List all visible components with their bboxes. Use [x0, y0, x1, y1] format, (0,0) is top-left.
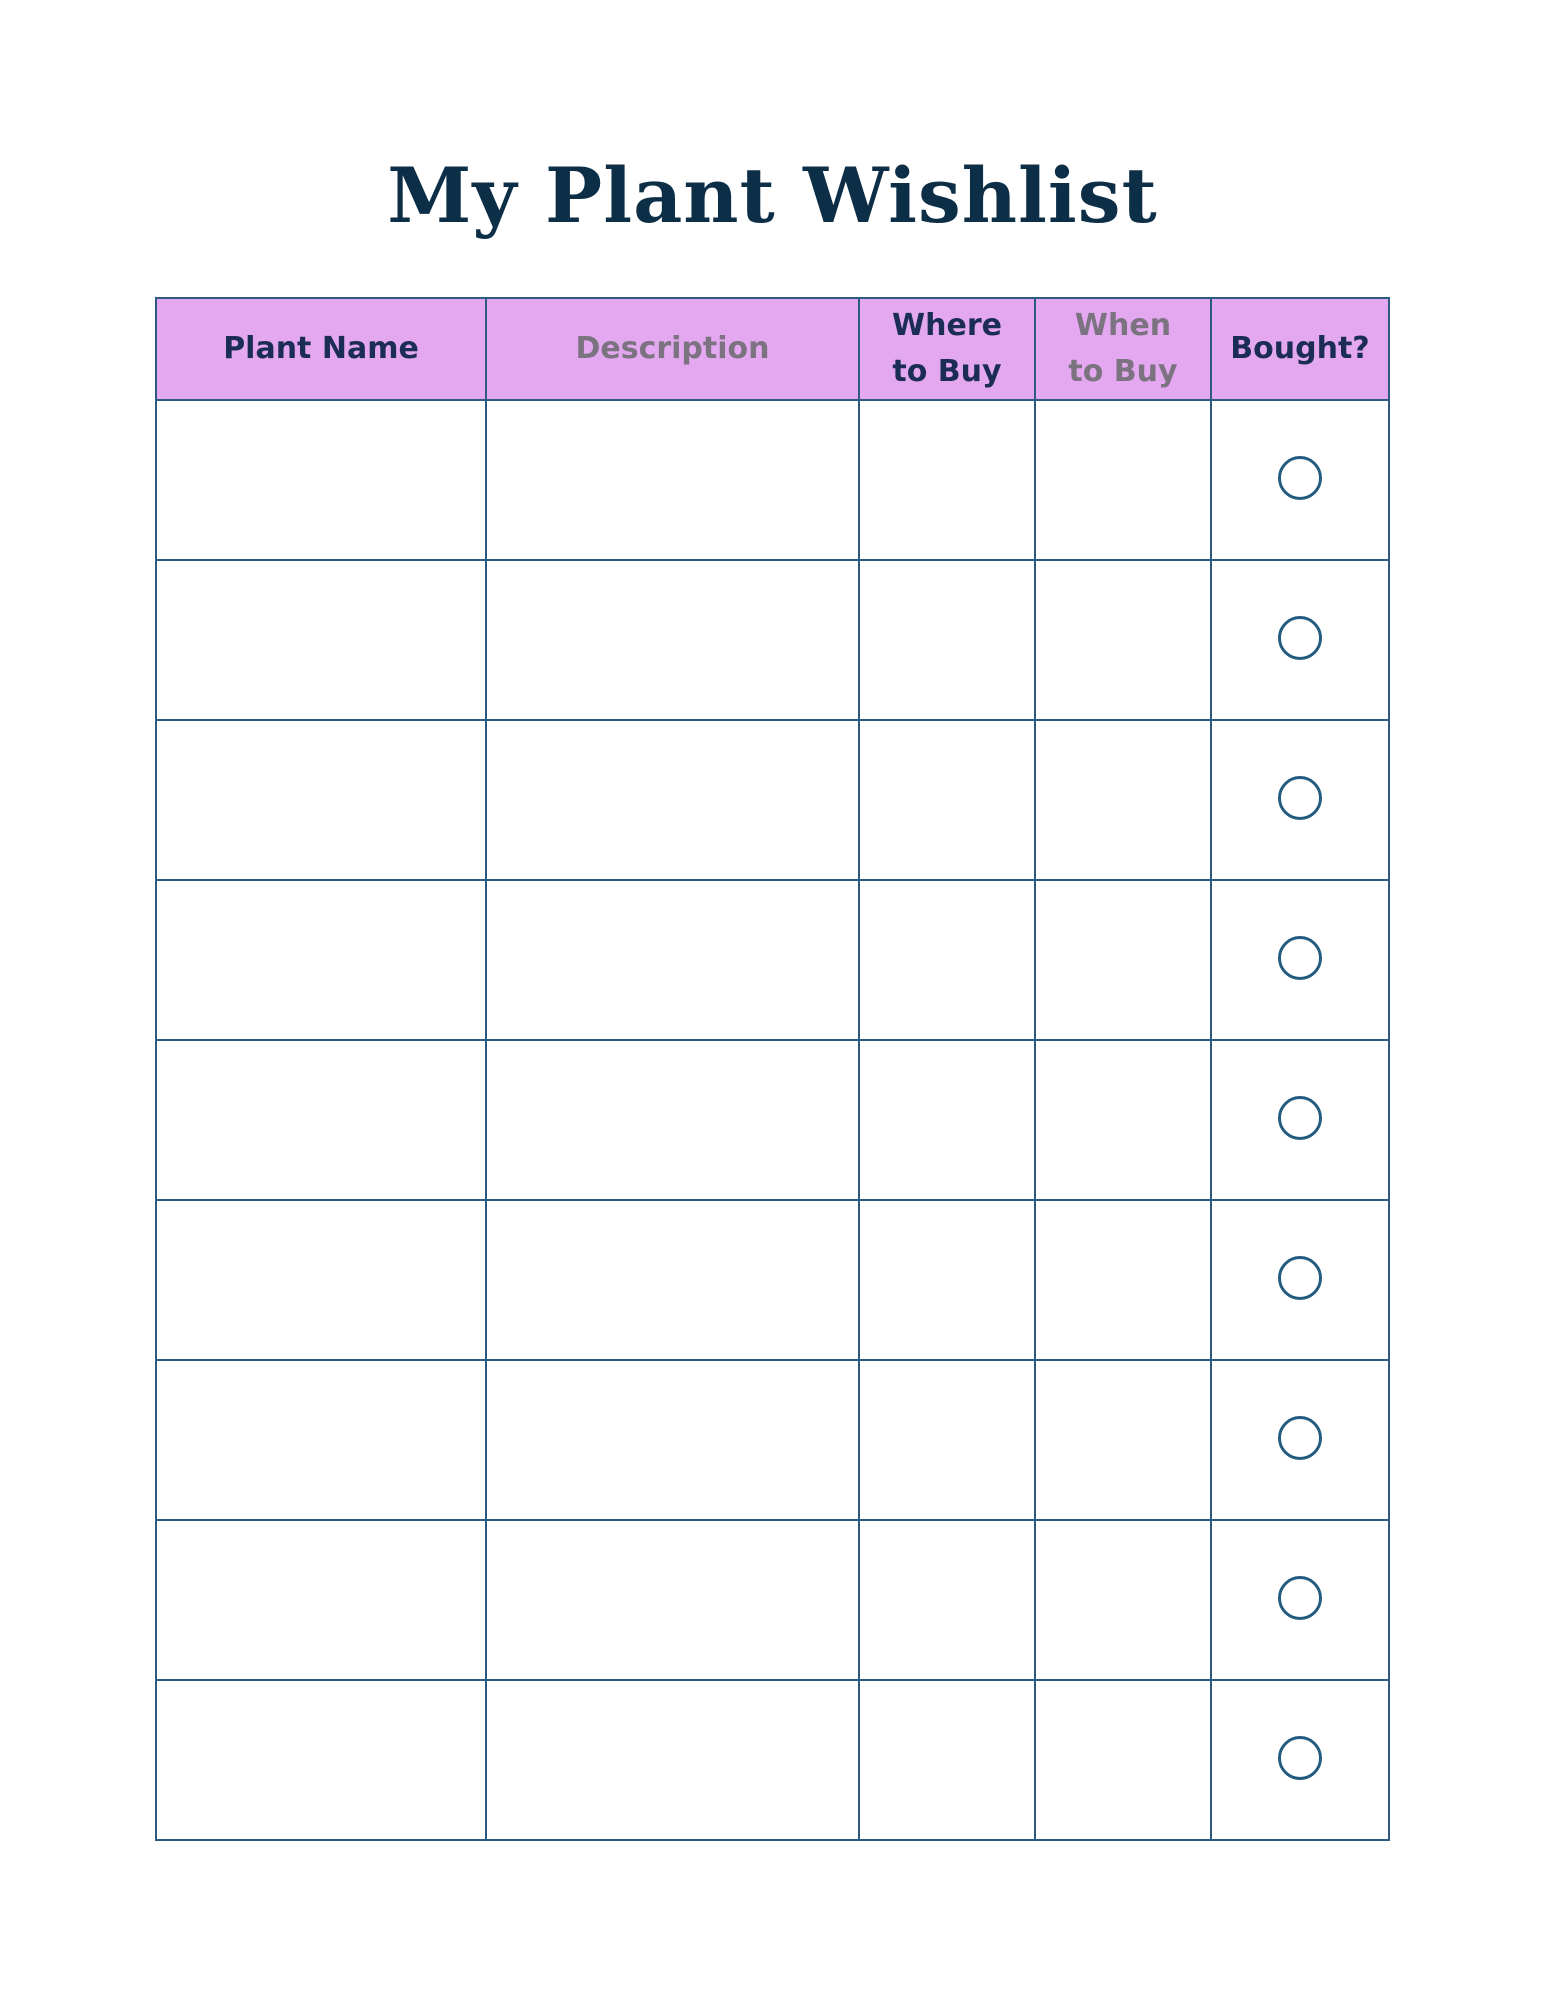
- table-row: [156, 1040, 1389, 1200]
- cell-where-to-buy[interactable]: [859, 720, 1035, 880]
- cell-where-to-buy[interactable]: [859, 1040, 1035, 1200]
- cell-description[interactable]: [486, 1040, 859, 1200]
- cell-plant-name[interactable]: [156, 1360, 486, 1520]
- cell-plant-name[interactable]: [156, 1680, 486, 1840]
- cell-bought: [1211, 1680, 1389, 1840]
- circle-checkbox-icon[interactable]: [1278, 936, 1322, 980]
- cell-where-to-buy[interactable]: [859, 560, 1035, 720]
- cell-plant-name[interactable]: [156, 1040, 486, 1200]
- cell-when-to-buy[interactable]: [1035, 720, 1211, 880]
- plant-wishlist-table: [155, 297, 1390, 1841]
- circle-checkbox-icon[interactable]: [1278, 1576, 1322, 1620]
- cell-bought: [1211, 720, 1389, 880]
- cell-description[interactable]: [486, 1680, 859, 1840]
- cell-plant-name[interactable]: [156, 880, 486, 1040]
- cell-where-to-buy[interactable]: [859, 1360, 1035, 1520]
- table-row: [156, 1200, 1389, 1360]
- cell-plant-name[interactable]: [156, 560, 486, 720]
- cell-when-to-buy[interactable]: [1035, 880, 1211, 1040]
- table-row: [156, 1520, 1389, 1680]
- cell-bought: [1211, 1040, 1389, 1200]
- cell-description[interactable]: [486, 1520, 859, 1680]
- cell-bought: [1211, 1520, 1389, 1680]
- cell-where-to-buy[interactable]: [859, 880, 1035, 1040]
- cell-description[interactable]: [486, 880, 859, 1040]
- table-row: [156, 1360, 1389, 1520]
- table-row: [156, 720, 1389, 880]
- table-header-row: [156, 298, 1389, 400]
- cell-bought: [1211, 1200, 1389, 1360]
- table-body: [156, 400, 1389, 1840]
- cell-description[interactable]: [486, 1360, 859, 1520]
- cell-when-to-buy[interactable]: [1035, 1680, 1211, 1840]
- cell-bought: [1211, 880, 1389, 1040]
- header-where-to-buy: Where to Buy: [859, 298, 1035, 400]
- circle-checkbox-icon[interactable]: [1278, 1416, 1322, 1460]
- cell-bought: [1211, 400, 1389, 560]
- circle-checkbox-icon[interactable]: [1278, 776, 1322, 820]
- table-row: [156, 1680, 1389, 1840]
- circle-checkbox-icon[interactable]: [1278, 616, 1322, 660]
- circle-checkbox-icon[interactable]: [1278, 1256, 1322, 1300]
- cell-bought: [1211, 560, 1389, 720]
- cell-description[interactable]: [486, 400, 859, 560]
- header-description: Description: [486, 298, 859, 400]
- cell-bought: [1211, 1360, 1389, 1520]
- cell-where-to-buy[interactable]: [859, 1680, 1035, 1840]
- circle-checkbox-icon[interactable]: [1278, 1096, 1322, 1140]
- cell-where-to-buy[interactable]: [859, 1520, 1035, 1680]
- cell-when-to-buy[interactable]: [1035, 400, 1211, 560]
- cell-description[interactable]: [486, 1200, 859, 1360]
- cell-when-to-buy[interactable]: [1035, 560, 1211, 720]
- page-title: My Plant Wishlist: [387, 151, 1158, 240]
- cell-when-to-buy[interactable]: [1035, 1520, 1211, 1680]
- cell-description[interactable]: [486, 720, 859, 880]
- cell-plant-name[interactable]: [156, 1520, 486, 1680]
- cell-when-to-buy[interactable]: [1035, 1360, 1211, 1520]
- cell-plant-name[interactable]: [156, 400, 486, 560]
- circle-checkbox-icon[interactable]: [1278, 456, 1322, 500]
- cell-where-to-buy[interactable]: [859, 1200, 1035, 1360]
- table-row: [156, 400, 1389, 560]
- table-row: [156, 560, 1389, 720]
- cell-when-to-buy[interactable]: [1035, 1200, 1211, 1360]
- cell-plant-name[interactable]: [156, 720, 486, 880]
- cell-plant-name[interactable]: [156, 1200, 486, 1360]
- circle-checkbox-icon[interactable]: [1278, 1736, 1322, 1780]
- header-bought: Bought?: [1211, 298, 1389, 400]
- cell-description[interactable]: [486, 560, 859, 720]
- header-plant-name: Plant Name: [156, 298, 486, 400]
- cell-where-to-buy[interactable]: [859, 400, 1035, 560]
- cell-when-to-buy[interactable]: [1035, 1040, 1211, 1200]
- table-row: [156, 880, 1389, 1040]
- header-when-to-buy: When to Buy: [1035, 298, 1211, 400]
